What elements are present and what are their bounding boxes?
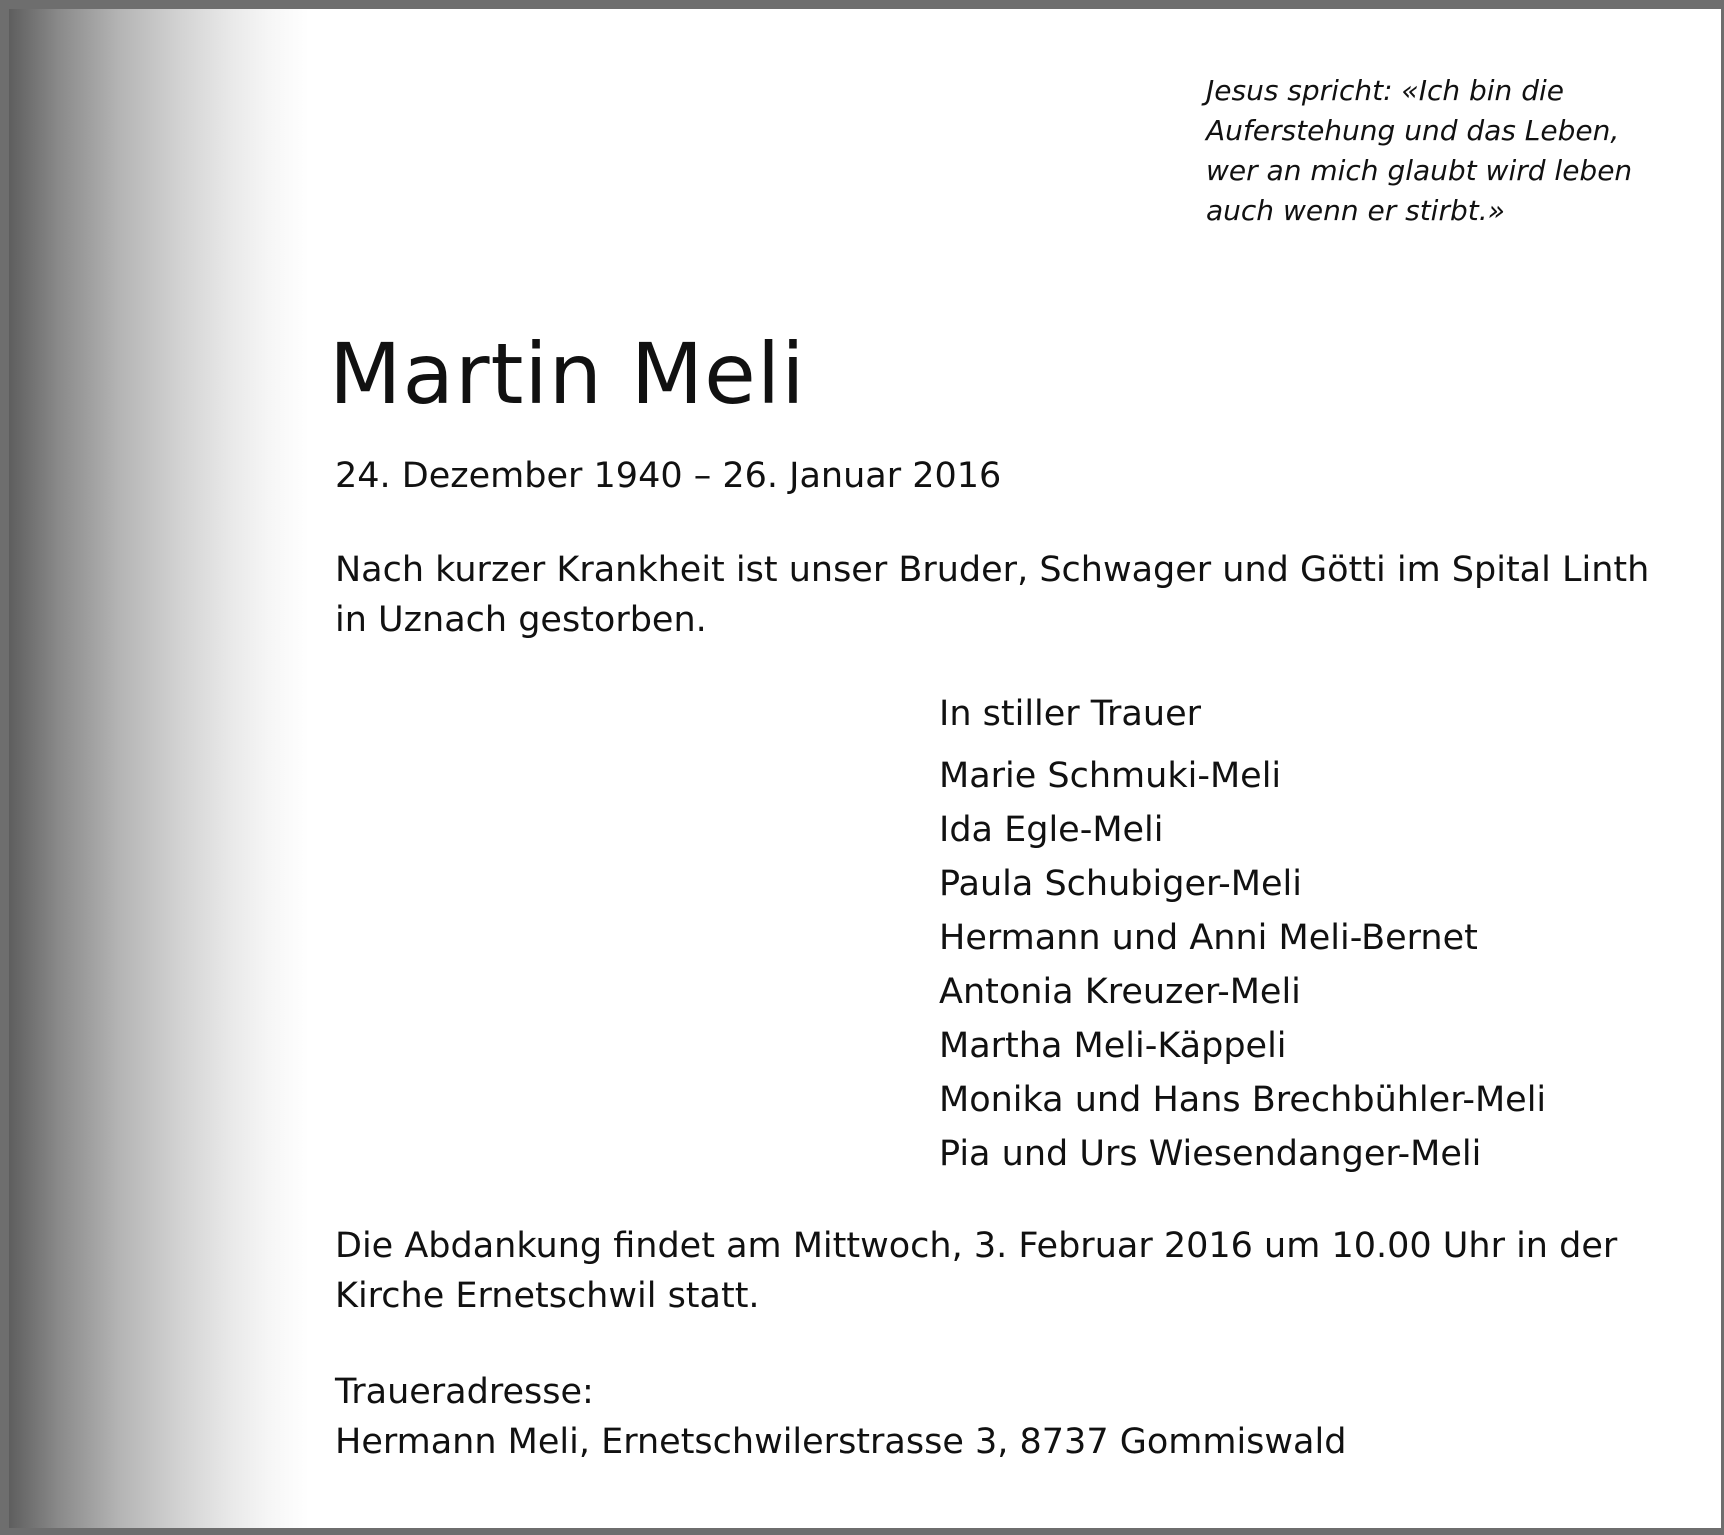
mourner-name: Hermann und Anni Meli-Bernet	[939, 918, 1478, 958]
mourners-list	[939, 749, 1546, 1181]
mourning-address	[335, 1367, 1346, 1467]
service-line: Die Abdankung findet am Mittwoch, 3. Februar 2016 um 10.00 Uhr in der	[335, 1226, 1618, 1266]
quote-line: wer an mich glaubt wird leben	[1206, 154, 1633, 187]
mourner-name: Ida Egle-Meli	[939, 810, 1164, 850]
mourner-name: Monika und Hans Brechbühler-Meli	[939, 1080, 1547, 1120]
quote-line: Jesus spricht: «Ich bin die	[1206, 74, 1564, 107]
quote-line: auch wenn er stirbt.»	[1206, 194, 1505, 227]
address-line: Hermann Meli, Ernetschwilerstrasse 3, 8737 Gommiswald	[335, 1422, 1347, 1462]
quote-line: Auferstehung und das Leben,	[1206, 114, 1620, 147]
mourner-name: Martha Meli-Käppeli	[939, 1026, 1287, 1066]
announcement-text	[335, 545, 1649, 645]
mourner-name: Paula Schubiger-Meli	[939, 864, 1302, 904]
mourner-name: Marie Schmuki-Meli	[939, 756, 1282, 796]
mourner-name: Pia und Urs Wiesendanger-Meli	[939, 1134, 1482, 1174]
mourner-name: Antonia Kreuzer-Meli	[939, 972, 1301, 1012]
life-dates: 24. Dezember 1940 – 26. Januar 2016	[335, 456, 1002, 496]
announcement-line: Nach kurzer Krankheit ist unser Bruder, Schwager und Götti im Spital Linth	[335, 550, 1650, 590]
service-line: Kirche Ernetschwil statt.	[335, 1276, 760, 1316]
funeral-service-text	[335, 1221, 1617, 1321]
announcement-line: in Uznach gestorben.	[335, 600, 707, 640]
deceased-name: Martin Meli	[329, 325, 806, 423]
address-label: Traueradresse:	[335, 1372, 594, 1412]
mourning-intro: In stiller Trauer	[939, 694, 1201, 734]
bible-quote	[1206, 71, 1686, 231]
